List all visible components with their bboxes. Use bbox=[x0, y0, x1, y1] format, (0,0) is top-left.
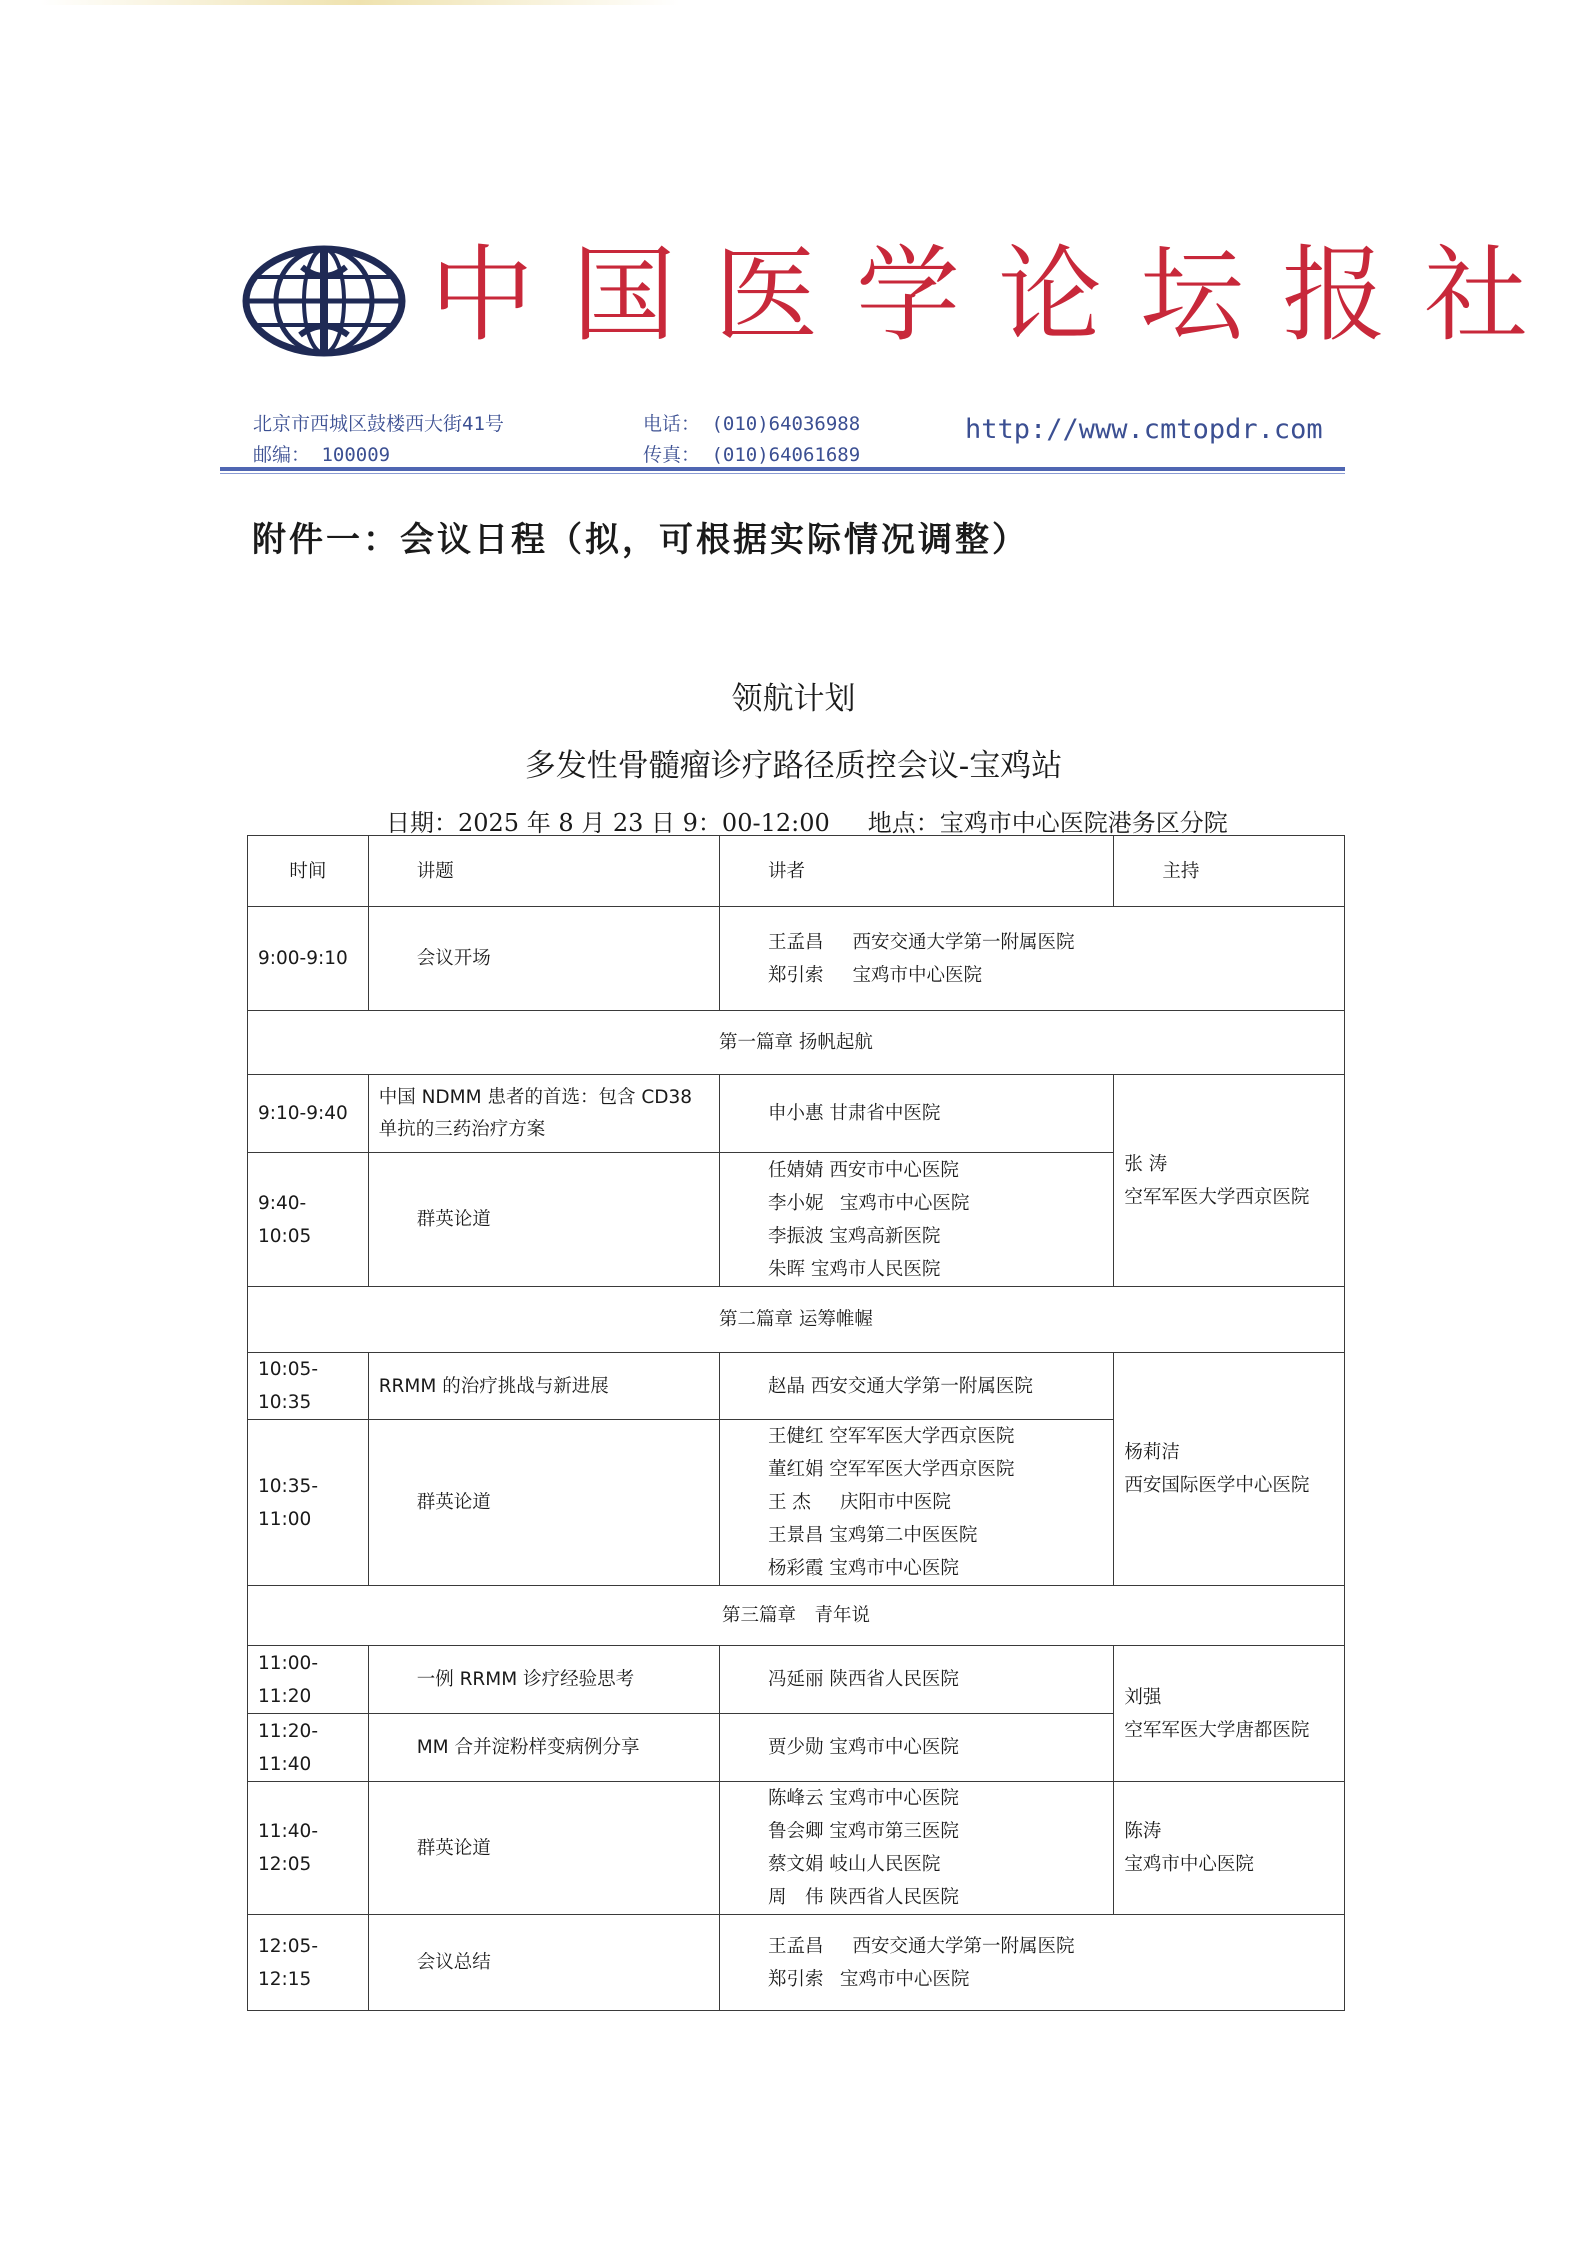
row-time: 9:10-9:40 bbox=[248, 1075, 369, 1153]
row-speakers bbox=[719, 1153, 1113, 1287]
speaker-name: 王 杰 bbox=[767, 1492, 811, 1513]
speaker-name: 王孟昌 bbox=[767, 1935, 824, 1957]
host-hospital: 空军军医大学西京医院 bbox=[1124, 1186, 1310, 1208]
row-topic: 群英论道 bbox=[368, 1782, 719, 1915]
row-host bbox=[1114, 1075, 1345, 1287]
row-topic: 会议开场 bbox=[368, 907, 719, 1011]
row-speakers bbox=[719, 1075, 1113, 1153]
speaker-name: 鲁会卿 bbox=[767, 1821, 824, 1842]
speaker-name: 朱晖 bbox=[767, 1258, 805, 1280]
row-time: 11:00-11:20 bbox=[248, 1646, 369, 1714]
speaker-hospital: 宝鸡市中心医院 bbox=[829, 1558, 959, 1579]
speaker-hospital: 西安市中心医院 bbox=[829, 1159, 959, 1181]
letterhead-divider-thin bbox=[220, 473, 1345, 474]
host-name: 杨莉洁 bbox=[1124, 1442, 1180, 1463]
table-row bbox=[248, 1353, 1345, 1420]
speaker-hospital: 宝鸡市中心医院 bbox=[839, 1968, 970, 1990]
table-row bbox=[248, 1075, 1345, 1153]
row-speakers bbox=[719, 1915, 1344, 2011]
speaker-hospital: 空军军医大学西京医院 bbox=[829, 1426, 1015, 1447]
meeting-meta bbox=[386, 803, 1228, 838]
row-topic: 会议总结 bbox=[368, 1915, 719, 2011]
org-fax: 传真： (010)64061689 bbox=[643, 444, 861, 466]
table-row bbox=[248, 1782, 1345, 1915]
speaker-hospital: 空军军医大学西京医院 bbox=[829, 1459, 1015, 1480]
org-address: 北京市西城区鼓楼西大街41号 bbox=[253, 413, 504, 435]
scan-edge-mark bbox=[40, 0, 680, 5]
row-speakers bbox=[719, 1353, 1113, 1420]
row-topic: 群英论道 bbox=[368, 1420, 719, 1586]
plan-title: 领航计划 bbox=[731, 681, 856, 717]
speaker-hospital: 陕西省人民医院 bbox=[829, 1887, 959, 1908]
table-row bbox=[248, 1646, 1345, 1714]
speaker-hospital: 宝鸡第二中医医院 bbox=[829, 1525, 978, 1546]
speaker-name: 冯延丽 bbox=[767, 1669, 824, 1690]
annex-title: 附件一：会议日程（拟，可根据实际情况调整） bbox=[252, 520, 1029, 560]
speaker-hospital: 岐山人民医院 bbox=[829, 1854, 941, 1875]
speaker-name: 陈峰云 bbox=[767, 1788, 824, 1809]
row-topic: 一例 RRMM 诊疗经验思考 bbox=[368, 1646, 719, 1714]
row-time: 10:35-11:00 bbox=[248, 1420, 369, 1586]
schedule-table bbox=[247, 835, 1345, 2011]
chapter-title: 第二篇章 运筹帷幄 bbox=[248, 1287, 1345, 1353]
speaker-name: 郑引索 bbox=[767, 964, 824, 986]
row-speakers bbox=[719, 1714, 1113, 1782]
org-postcode: 邮编： 100009 bbox=[253, 444, 391, 466]
header-time: 时间 bbox=[248, 836, 369, 907]
speaker-hospital: 西安交通大学第一附属医院 bbox=[852, 931, 1075, 953]
speaker-name: 任婧婧 bbox=[767, 1159, 824, 1181]
row-speakers bbox=[719, 1782, 1113, 1915]
row-topic: 群英论道 bbox=[368, 1153, 719, 1287]
speaker-hospital: 宝鸡市中心医院 bbox=[829, 1737, 959, 1758]
meeting-date: 日期：2025 年 8 月 23 日 9：00-12:00 bbox=[386, 809, 830, 837]
speaker-hospital: 陕西省人民医院 bbox=[829, 1669, 959, 1690]
speaker-hospital: 甘肃省中医院 bbox=[829, 1103, 941, 1124]
row-time: 11:40-12:05 bbox=[248, 1782, 369, 1915]
row-time: 10:05-10:35 bbox=[248, 1353, 369, 1420]
header-host: 主持 bbox=[1114, 836, 1345, 907]
row-time: 9:40-10:05 bbox=[248, 1153, 369, 1287]
speaker-name: 李小妮 bbox=[767, 1192, 824, 1214]
speaker-name: 蔡文娟 bbox=[767, 1854, 824, 1875]
chapter-title: 第三篇章 青年说 bbox=[248, 1586, 1345, 1646]
row-time: 11:20-11:40 bbox=[248, 1714, 369, 1782]
speaker-hospital: 宝鸡市中心医院 bbox=[829, 1788, 959, 1809]
header-topic: 讲题 bbox=[368, 836, 719, 907]
row-topic: RRMM 的治疗挑战与新进展 bbox=[368, 1353, 719, 1420]
speaker-name: 王景昌 bbox=[767, 1525, 824, 1546]
host-hospital: 空军军医大学唐都医院 bbox=[1124, 1719, 1310, 1741]
header-speaker: 讲者 bbox=[719, 836, 1113, 907]
org-name: 中国医学论坛报社 bbox=[430, 234, 1567, 356]
speaker-hospital: 西安交通大学第一附属医院 bbox=[810, 1375, 1033, 1397]
speaker-hospital: 宝鸡市人民医院 bbox=[810, 1258, 941, 1280]
row-speakers bbox=[719, 1420, 1113, 1586]
speaker-hospital: 庆阳市中医院 bbox=[839, 1492, 951, 1513]
row-time: 12:05-12:15 bbox=[248, 1915, 369, 2011]
meeting-location: 地点：宝鸡市中心医院港务区分院 bbox=[867, 809, 1228, 837]
chapter-row bbox=[248, 1011, 1345, 1075]
speaker-hospital: 西安交通大学第一附属医院 bbox=[852, 1935, 1075, 1957]
org-website: http://www.cmtopdr.com bbox=[965, 414, 1323, 445]
table-header-row bbox=[248, 836, 1345, 907]
speaker-name: 王健红 bbox=[767, 1426, 824, 1447]
speaker-hospital: 宝鸡高新医院 bbox=[829, 1225, 941, 1247]
speaker-name: 王孟昌 bbox=[767, 931, 824, 953]
row-speakers bbox=[719, 1646, 1113, 1714]
row-topic: 中国 NDMM 患者的首选：包含 CD38 单抗的三药治疗方案 bbox=[368, 1075, 719, 1153]
letterhead-divider bbox=[220, 467, 1345, 471]
speaker-name: 申小惠 bbox=[767, 1103, 824, 1124]
speaker-name: 贾少勋 bbox=[767, 1737, 824, 1758]
host-hospital: 宝鸡市中心医院 bbox=[1124, 1854, 1254, 1875]
chapter-row bbox=[248, 1586, 1345, 1646]
row-time: 9:00-9:10 bbox=[248, 907, 369, 1011]
speaker-name: 赵晶 bbox=[767, 1375, 805, 1397]
host-name: 陈涛 bbox=[1124, 1821, 1162, 1842]
table-row bbox=[248, 1915, 1345, 2011]
chapter-row bbox=[248, 1287, 1345, 1353]
speaker-name: 李振波 bbox=[767, 1225, 824, 1247]
speaker-hospital: 宝鸡市第三医院 bbox=[829, 1821, 959, 1842]
speaker-name: 郑引索 bbox=[767, 1968, 824, 1990]
row-topic: MM 合并淀粉样变病例分享 bbox=[368, 1714, 719, 1782]
host-name: 张 涛 bbox=[1124, 1153, 1168, 1175]
row-speakers bbox=[719, 907, 1344, 1011]
host-name: 刘强 bbox=[1124, 1686, 1162, 1708]
row-host bbox=[1114, 1646, 1345, 1782]
speaker-name: 杨彩霞 bbox=[767, 1558, 824, 1579]
row-host bbox=[1114, 1353, 1345, 1586]
speaker-name: 周 伟 bbox=[767, 1887, 824, 1908]
conference-title: 多发性骨髓瘤诊疗路径质控会议-宝鸡站 bbox=[524, 748, 1063, 784]
globe-logo-icon bbox=[242, 245, 407, 357]
speaker-name: 董红娟 bbox=[767, 1459, 824, 1480]
speaker-hospital: 宝鸡市中心医院 bbox=[852, 964, 983, 986]
speaker-hospital: 宝鸡市中心医院 bbox=[839, 1192, 970, 1214]
row-host bbox=[1114, 1782, 1345, 1915]
host-hospital: 西安国际医学中心医院 bbox=[1124, 1475, 1310, 1496]
org-phone: 电话： (010)64036988 bbox=[643, 413, 861, 435]
table-row bbox=[248, 907, 1345, 1011]
chapter-title: 第一篇章 扬帆起航 bbox=[248, 1011, 1345, 1075]
